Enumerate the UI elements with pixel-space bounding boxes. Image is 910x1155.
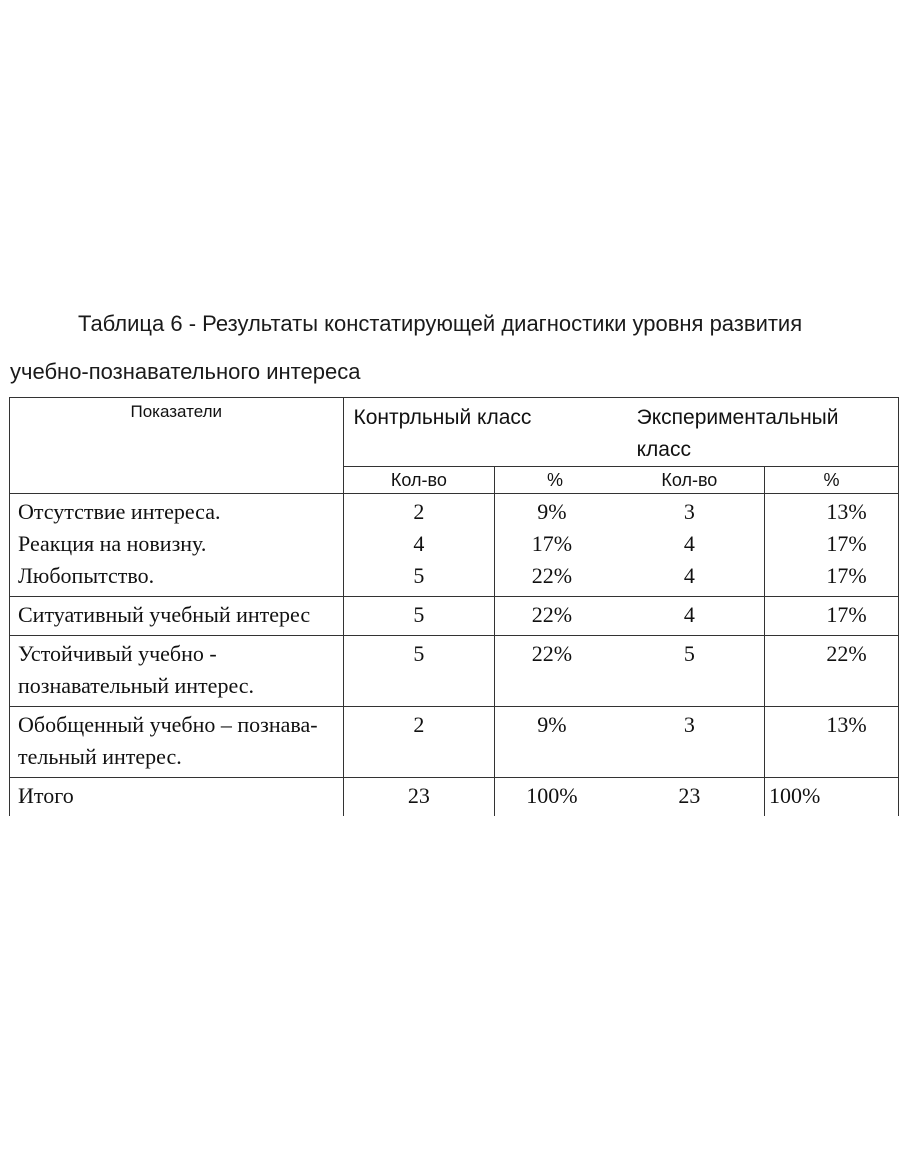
indicator-label: Устойчивый учебно - познавательный интерес. (10, 636, 344, 707)
caption-line-2: учебно-познавательного интереса (10, 359, 361, 384)
experimental-count: 3 (615, 707, 765, 778)
header-control-count: Кол-во (343, 467, 495, 494)
control-count: 2 (413, 499, 425, 524)
total-experimental-count: 23 (615, 778, 765, 817)
control-percent: 22% (495, 636, 615, 707)
header-experimental-percent: % (765, 467, 899, 494)
total-label: Итого (10, 778, 344, 817)
control-count: 5 (343, 636, 495, 707)
indicator-label: Обобщенный учебно – познава-тельный интерес. (10, 707, 344, 778)
caption-line-1: Таблица 6 - Результаты констатирующей диагностики уровня развития (78, 311, 803, 336)
experimental-count: 4 (683, 531, 695, 556)
control-percent: 9% (537, 499, 567, 524)
header-row-groups (10, 398, 899, 467)
experimental-count: 5 (615, 636, 765, 707)
experimental-count: 4 (683, 563, 695, 588)
indicator-label: Отсутствие интереса. (18, 499, 221, 524)
experimental-percent: 22% (765, 636, 899, 707)
control-count: 4 (413, 531, 425, 556)
experimental-percent: 13% (826, 499, 867, 524)
total-experimental-percent: 100% (765, 778, 899, 817)
control-count-cell (343, 494, 495, 597)
table-row (10, 494, 899, 597)
experimental-percent-cell (765, 494, 899, 597)
header-control-percent: % (495, 467, 615, 494)
control-percent: 22% (531, 563, 573, 588)
header-indicators: Показатели (10, 398, 344, 494)
indicator-label: Ситуативный учебный интерес (10, 597, 344, 636)
control-percent: 9% (495, 707, 615, 778)
experimental-count: 3 (683, 499, 695, 524)
experimental-percent: 17% (765, 597, 899, 636)
control-percent-cell (495, 494, 615, 597)
table-row (10, 707, 899, 778)
experimental-percent: 13% (765, 707, 899, 778)
experimental-percent: 17% (826, 531, 867, 556)
control-count: 5 (413, 563, 425, 588)
total-control-percent: 100% (495, 778, 615, 817)
total-control-count: 23 (343, 778, 495, 817)
table-row (10, 636, 899, 707)
results-table (9, 397, 899, 816)
header-control-group: Контрльный класс (343, 398, 615, 467)
header-experimental-group: Экспериментальный класс (615, 398, 899, 467)
header-experimental-count: Кол-во (615, 467, 765, 494)
indicator-label: Любопытство. (18, 563, 155, 588)
control-count: 2 (343, 707, 495, 778)
indicator-label: Реакция на новизну. (18, 531, 207, 556)
control-percent: 22% (495, 597, 615, 636)
experimental-count: 4 (615, 597, 765, 636)
experimental-percent: 17% (826, 563, 867, 588)
indicator-cell (10, 494, 344, 597)
total-row (10, 778, 899, 817)
control-percent: 17% (531, 531, 573, 556)
table-row (10, 597, 899, 636)
experimental-count-cell (615, 494, 765, 597)
table-caption (10, 300, 905, 396)
control-count: 5 (343, 597, 495, 636)
